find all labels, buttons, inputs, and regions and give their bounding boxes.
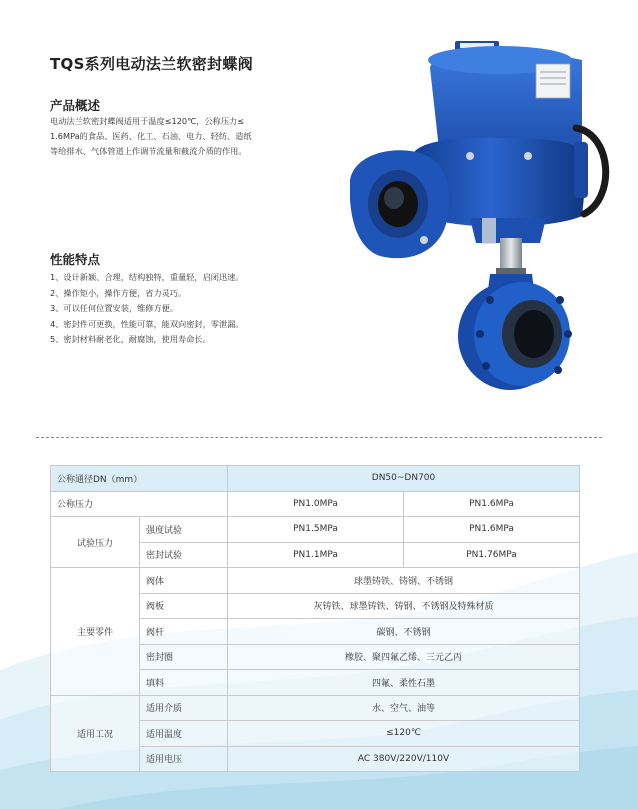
part-material: 球墨铸铁、铸钢、不锈钢 xyxy=(228,568,580,594)
page-title: TQS系列电动法兰软密封蝶阀 xyxy=(50,55,253,73)
section-divider xyxy=(36,437,602,438)
pressure-value: PN1.0MPa xyxy=(228,491,404,517)
seal-test-label: 密封试验 xyxy=(140,542,228,568)
condition-name: 适用温度 xyxy=(140,721,228,747)
seal-value: PN1.76MPa xyxy=(404,542,580,568)
part-material: 橡胶、聚四氟乙烯、三元乙丙 xyxy=(228,644,580,670)
spec-table xyxy=(50,465,580,772)
table-row xyxy=(51,517,580,543)
pressure-value: PN1.6MPa xyxy=(404,491,580,517)
feature-item: 4、密封件可更换，性能可靠，能双向密封，零泄漏。 xyxy=(50,318,244,329)
feature-item: 3、可以任何位置安装，维修方便。 xyxy=(50,303,179,314)
part-name: 阀体 xyxy=(140,568,228,594)
condition-value: AC 380V/220V/110V xyxy=(228,746,580,772)
overview-line: 1.6MPa的食品、医药、化工、石油、电力、轻纺、造纸 xyxy=(50,131,252,141)
part-name: 填料 xyxy=(140,670,228,696)
strength-test-label: 强度试验 xyxy=(140,517,228,543)
dn-label: 公称通径DN（mm） xyxy=(51,466,228,492)
table-row xyxy=(51,568,580,594)
part-material: 灰铸铁、球墨铸铁、铸钢、不锈钢及特殊材质 xyxy=(228,593,580,619)
overview-line: 电动法兰软密封蝶阀适用于温度≤120℃，公称压力≤ xyxy=(50,116,245,126)
condition-value: ≤120℃ xyxy=(228,721,580,747)
strength-value: PN1.5MPa xyxy=(228,517,404,543)
dn-value: DN50~DN700 xyxy=(228,466,580,492)
overview-text xyxy=(50,114,315,159)
feature-item: 1、设计新颖、合理，结构独特，重量轻，启闭迅速。 xyxy=(50,272,244,282)
table-row xyxy=(51,695,580,721)
overview-line: 等给排水、气体管道上作调节流量和截流介质的作用。 xyxy=(50,146,247,156)
test-pressure-label: 试验压力 xyxy=(51,517,140,568)
part-material: 碳钢、不锈钢 xyxy=(228,619,580,645)
part-name: 阀杆 xyxy=(140,619,228,645)
table-row xyxy=(51,466,580,492)
condition-name: 适用电压 xyxy=(140,746,228,772)
part-material: 四氟、柔性石墨 xyxy=(228,670,580,696)
features-heading: 性能特点 xyxy=(50,252,101,267)
part-name: 阀板 xyxy=(140,593,228,619)
part-name: 密封圈 xyxy=(140,644,228,670)
overview-heading: 产品概述 xyxy=(50,98,101,113)
pressure-label: 公称压力 xyxy=(51,491,228,517)
feature-item: 5、密封材料耐老化，耐腐蚀，使用寿命长。 xyxy=(50,334,211,345)
features-list xyxy=(50,270,244,348)
table-row xyxy=(51,491,580,517)
feature-item: 2、操作矩小，操作方便，省力灵巧。 xyxy=(50,287,187,298)
condition-value: 水、空气、油等 xyxy=(228,695,580,721)
condition-name: 适用介质 xyxy=(140,695,228,721)
conditions-label: 适用工况 xyxy=(51,695,140,772)
seal-value: PN1.1MPa xyxy=(228,542,404,568)
valve-product-image xyxy=(350,38,628,390)
strength-value: PN1.6MPa xyxy=(404,517,580,543)
main-parts-label: 主要零件 xyxy=(51,568,140,696)
